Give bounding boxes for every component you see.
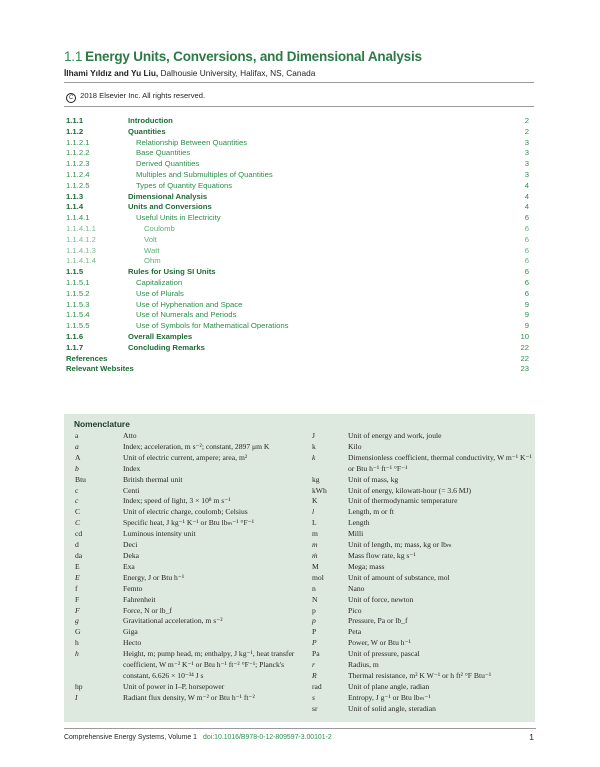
nomenclature-symbol: J <box>312 431 315 440</box>
table-of-contents <box>66 116 529 375</box>
nomenclature-entry <box>75 496 304 507</box>
nomenclature-symbol: E <box>75 572 80 582</box>
nomenclature-symbol: M <box>312 561 319 571</box>
chapter-title-text: Energy Units, Conversions, and Dimensional Analysis <box>85 49 422 64</box>
footer-divider <box>64 728 536 729</box>
nomenclature-symbol: f <box>75 583 78 593</box>
nomenclature-symbol: sr <box>312 703 318 713</box>
nomenclature-definition: Unit of pressure, pascal <box>348 649 420 659</box>
nomenclature-entry <box>312 595 532 606</box>
toc-entry-page: 23 <box>520 364 529 374</box>
nomenclature-entry <box>75 475 304 486</box>
nomenclature-entry <box>75 682 304 693</box>
nomenclature-definition: Unit of power in I–P, horsepower <box>123 681 225 691</box>
toc-entry-number: 1.1.2 <box>66 126 84 136</box>
nomenclature-definition: Unit of force, newton <box>348 594 414 604</box>
nomenclature-definition: Entropy, J g⁻¹ or Btu lbₘ⁻¹ <box>348 692 431 702</box>
toc-entry-title[interactable]: Useful Units in Electricity <box>136 213 221 223</box>
toc-entry-title[interactable]: Quantities <box>128 126 166 136</box>
toc-entry[interactable] <box>66 364 529 375</box>
nomenclature-definition: Fahrenheit <box>123 594 156 604</box>
nomenclature-entry <box>75 442 304 453</box>
nomenclature-symbol: L <box>312 518 317 528</box>
toc-entry-page: 6 <box>524 267 529 277</box>
nomenclature-definition: Length <box>348 518 370 528</box>
toc-entry-title[interactable]: Use of Hyphenation and Space <box>136 299 243 309</box>
nomenclature-right-column <box>312 431 532 715</box>
nomenclature-definition: Dimensionless coefficient, thermal conductivity, W m⁻¹ K⁻¹ or Btu h⁻¹ ft⁻¹ °F⁻¹ <box>348 452 532 473</box>
nomenclature-definition: Unit of electric charge, coulomb; Celsius <box>123 507 248 517</box>
toc-entry-page: 4 <box>524 191 529 201</box>
toc-entry-page: 3 <box>524 169 529 179</box>
toc-entry[interactable] <box>66 267 529 278</box>
nomenclature-entry <box>75 638 304 649</box>
nomenclature-entry <box>75 551 304 562</box>
toc-entry-title[interactable]: Overall Examples <box>128 331 193 341</box>
toc-entry-number: 1.1.4.1.2 <box>66 234 96 244</box>
nomenclature-entry <box>312 562 532 573</box>
toc-entry-page: 6 <box>524 223 529 233</box>
nomenclature-entry <box>312 529 532 540</box>
nomenclature-definition: Unit of solid angle, steradian <box>348 703 436 713</box>
toc-entry-page: 4 <box>524 180 529 190</box>
toc-entry-title[interactable]: Use of Plurals <box>136 288 184 298</box>
toc-entry-page: 4 <box>524 202 529 212</box>
nomenclature-definition: Exa <box>123 561 135 571</box>
nomenclature-entry <box>75 595 304 606</box>
nomenclature-definition: Force, N or lb_f <box>123 605 172 615</box>
toc-entry-number: 1.1.2.4 <box>66 169 90 179</box>
divider-bottom <box>64 106 534 107</box>
nomenclature-symbol: kg <box>312 474 320 484</box>
nomenclature-left-column <box>75 431 304 704</box>
nomenclature-definition: Unit of electric current, ampere; area, m² <box>123 452 248 462</box>
toc-entry-page: 6 <box>524 277 529 287</box>
nomenclature-entry <box>75 431 304 442</box>
nomenclature-symbol: Btu <box>75 474 86 484</box>
toc-entry[interactable] <box>66 289 529 300</box>
toc-entry-number: 1.1.2.1 <box>66 137 90 147</box>
toc-entry-title[interactable]: Capitalization <box>136 277 183 287</box>
toc-entry-title[interactable]: Derived Quantities <box>136 159 200 169</box>
nomenclature-symbol: s <box>312 692 315 702</box>
nomenclature-symbol: C <box>75 518 81 528</box>
nomenclature-entry <box>312 507 532 518</box>
toc-entry-title[interactable]: Watt <box>144 245 160 255</box>
toc-entry-number: 1.1.4.1.3 <box>66 245 96 255</box>
nomenclature-entry <box>312 638 532 649</box>
nomenclature-definition: Pressure, Pa or lb_f <box>348 616 408 626</box>
nomenclature-definition: Index; speed of light, 3 × 10⁸ m s⁻¹ <box>123 496 231 506</box>
nomenclature-entry <box>75 584 304 595</box>
nomenclature-definition: Unit of plane angle, radian <box>348 681 430 691</box>
nomenclature-entry <box>312 704 532 715</box>
toc-entry-number: 1.1.5 <box>66 267 84 277</box>
nomenclature-definition: Unit of energy, kilowatt-hour (= 3.6 MJ) <box>348 485 472 495</box>
nomenclature-symbol: b <box>75 463 79 473</box>
toc-entry[interactable] <box>66 148 529 159</box>
nomenclature-entry <box>312 682 532 693</box>
nomenclature-definition: Deci <box>123 540 138 550</box>
copyright-icon: C <box>66 93 76 103</box>
toc-entry-title[interactable]: Base Quantities <box>136 148 191 158</box>
toc-entry[interactable] <box>66 343 529 354</box>
toc-entry[interactable] <box>66 300 529 311</box>
nomenclature-entry <box>312 660 532 671</box>
nomenclature-entry <box>312 606 532 617</box>
nomenclature-definition: Luminous intensity unit <box>123 529 196 539</box>
nomenclature-entry <box>312 627 532 638</box>
nomenclature-entry <box>312 431 532 442</box>
nomenclature-symbol: hp <box>75 681 83 691</box>
toc-entry-title[interactable]: Use of Numerals and Periods <box>136 310 237 320</box>
toc-entry-page: 10 <box>520 331 529 341</box>
toc-entry-page: 9 <box>524 310 529 320</box>
toc-entry-number: 1.1.6 <box>66 331 84 341</box>
nomenclature-definition: Mega; mass <box>348 561 385 571</box>
toc-entry[interactable] <box>66 116 529 127</box>
nomenclature-entry <box>312 573 532 584</box>
toc-entry-number: 1.1.3 <box>66 191 84 201</box>
nomenclature-definition: Kilo <box>348 441 362 451</box>
nomenclature-symbol: p <box>312 616 316 626</box>
nomenclature-entry <box>75 606 304 617</box>
nomenclature-entry <box>312 649 532 660</box>
nomenclature-symbol: m <box>312 529 318 539</box>
nomenclature-definition: British thermal unit <box>123 474 183 484</box>
divider-top <box>64 82 534 83</box>
nomenclature-symbol: h <box>75 649 79 659</box>
nomenclature-definition: Nano <box>348 583 365 593</box>
toc-entry-title[interactable]: Ohm <box>144 256 161 266</box>
toc-entry-title[interactable]: Rules for Using SI Units <box>128 267 216 277</box>
nomenclature-entry <box>312 671 532 682</box>
nomenclature-entry <box>75 486 304 497</box>
toc-entry[interactable] <box>66 159 529 170</box>
nomenclature-definition: Length, m or ft <box>348 507 394 517</box>
footer-doi-link[interactable]: doi:10.1016/B978-0-12-809597-3.00101-2 <box>203 734 332 741</box>
nomenclature-entry <box>75 518 304 529</box>
nomenclature-box <box>64 414 535 722</box>
nomenclature-definition: Centi <box>123 485 140 495</box>
chapter-title <box>64 49 422 64</box>
toc-entry[interactable] <box>66 192 529 203</box>
authors: İlhami Yıldız and Yu Liu, <box>64 68 159 78</box>
nomenclature-entry <box>312 540 532 551</box>
nomenclature-entry <box>312 551 532 562</box>
authors-line <box>64 68 315 78</box>
nomenclature-symbol: mol <box>312 572 324 582</box>
toc-entry-title[interactable]: Coulomb <box>144 223 175 233</box>
nomenclature-definition: Unit of energy and work, joule <box>348 431 442 440</box>
toc-entry-page: 3 <box>524 148 529 158</box>
toc-entry[interactable] <box>66 354 529 365</box>
nomenclature-entry <box>312 486 532 497</box>
toc-entry-page: 9 <box>524 321 529 331</box>
copyright-line <box>66 91 205 103</box>
toc-entry[interactable] <box>66 127 529 138</box>
nomenclature-definition: Unit of thermodynamic temperature <box>348 496 458 506</box>
nomenclature-symbol: m <box>312 540 318 550</box>
chapter-number: 1.1 <box>64 49 83 64</box>
toc-entry-title[interactable]: Introduction <box>128 116 173 125</box>
nomenclature-definition: Index; acceleration, m s⁻²; constant, 2897 μm K <box>123 441 270 451</box>
toc-entry-number: 1.1.5.2 <box>66 288 90 298</box>
nomenclature-definition: Height, m; pump head, m; enthalpy, J kg⁻¹, heat transfer coefficient, W m⁻² K⁻¹ or Btu h⁻¹ ft⁻² °F⁻¹; Planck's constant, 6.626 × 10⁻³⁴ J s <box>123 649 295 680</box>
toc-entry-title[interactable]: References <box>66 353 108 363</box>
toc-entry[interactable] <box>66 321 529 332</box>
nomenclature-entry <box>312 518 532 529</box>
nomenclature-entry <box>312 584 532 595</box>
toc-entry[interactable] <box>66 246 529 257</box>
nomenclature-definition: Unit of amount of substance, mol <box>348 572 450 582</box>
toc-entry[interactable] <box>66 138 529 149</box>
toc-entry-number: 1.1.5.3 <box>66 299 90 309</box>
toc-entry-title[interactable]: Types of Quantity Equations <box>136 180 233 190</box>
nomenclature-symbol: r <box>312 660 315 670</box>
toc-entry-title[interactable]: Units and Conversions <box>128 202 212 212</box>
nomenclature-definition: Giga <box>123 627 138 637</box>
nomenclature-symbol: da <box>75 550 83 560</box>
toc-entry-page: 22 <box>520 342 529 352</box>
nomenclature-symbol: C <box>75 507 81 517</box>
nomenclature-entry <box>75 573 304 584</box>
nomenclature-symbol: g <box>75 616 79 626</box>
nomenclature-entry <box>75 507 304 518</box>
toc-entry-title[interactable]: Relationship Between Quantities <box>136 137 248 147</box>
toc-entry[interactable] <box>66 278 529 289</box>
toc-entry[interactable] <box>66 256 529 267</box>
toc-entry-number: 1.1.1 <box>66 116 84 125</box>
toc-entry-title[interactable]: Multiples and Submultiples of Quantities <box>136 169 273 179</box>
toc-entry-number: 1.1.4.1.4 <box>66 256 96 266</box>
toc-entry-page: 6 <box>524 256 529 266</box>
toc-entry-number: 1.1.5.4 <box>66 310 90 320</box>
toc-entry-number: 1.1.2.5 <box>66 180 90 190</box>
toc-entry-title[interactable]: Relevant Websites <box>66 364 134 374</box>
nomenclature-symbol: N <box>312 594 318 604</box>
nomenclature-entry <box>75 464 304 475</box>
nomenclature-symbol: kWh <box>312 485 327 495</box>
nomenclature-symbol: I <box>75 692 78 702</box>
nomenclature-definition: Radius, m <box>348 660 379 670</box>
toc-entry[interactable] <box>66 310 529 321</box>
toc-entry-page: 3 <box>524 137 529 147</box>
nomenclature-definition: Energy, J or Btu h⁻¹ <box>123 572 185 582</box>
nomenclature-entry <box>75 540 304 551</box>
nomenclature-symbol: P <box>312 638 317 648</box>
toc-entry[interactable] <box>66 170 529 181</box>
nomenclature-symbol: l <box>312 507 315 517</box>
toc-entry-number: 1.1.2.2 <box>66 148 90 158</box>
nomenclature-symbol: rad <box>312 681 322 691</box>
nomenclature-entry <box>312 475 532 486</box>
nomenclature-symbol: d <box>75 540 79 550</box>
nomenclature-entry <box>312 442 532 453</box>
nomenclature-definition: Gravitational acceleration, m s⁻² <box>123 616 223 626</box>
toc-entry-page: 6 <box>524 245 529 255</box>
nomenclature-symbol: n <box>312 583 316 593</box>
nomenclature-entry <box>312 616 532 627</box>
nomenclature-entry <box>75 529 304 540</box>
nomenclature-symbol: Pa <box>312 649 320 659</box>
nomenclature-symbol: h <box>75 638 79 648</box>
toc-entry-number: 1.1.4.1 <box>66 213 90 223</box>
nomenclature-title: Nomenclature <box>74 419 130 429</box>
nomenclature-symbol: F <box>75 594 80 604</box>
nomenclature-symbol: p <box>312 605 316 615</box>
nomenclature-definition: Milli <box>348 529 364 539</box>
toc-entry-title[interactable]: Use of Symbols for Mathematical Operations <box>136 321 289 331</box>
nomenclature-entry <box>312 453 532 475</box>
copyright-text: 2018 Elsevier Inc. All rights reserved. <box>80 91 206 100</box>
toc-entry-page: 9 <box>524 299 529 309</box>
nomenclature-definition: Peta <box>348 627 362 637</box>
nomenclature-definition: Hecto <box>123 638 142 648</box>
nomenclature-symbol: K <box>312 496 318 506</box>
nomenclature-definition: Specific heat, J kg⁻¹ K⁻¹ or Btu lbₘ⁻¹ °F⁻¹ <box>123 518 254 528</box>
toc-entry-number: 1.1.5.5 <box>66 321 90 331</box>
toc-entry-number: 1.1.7 <box>66 342 84 352</box>
footer-book-title: Comprehensive Energy Systems, Volume 1 <box>64 734 197 741</box>
nomenclature-entry <box>312 496 532 507</box>
toc-entry-title[interactable]: Volt <box>144 234 157 244</box>
nomenclature-symbol: a <box>75 441 79 451</box>
toc-entry-number: 1.1.2.3 <box>66 159 90 169</box>
nomenclature-entry <box>75 693 304 704</box>
toc-entry-page: 6 <box>524 288 529 298</box>
toc-entry[interactable] <box>66 235 529 246</box>
toc-entry-title[interactable]: Dimensional Analysis <box>128 191 208 201</box>
toc-entry-page: 6 <box>524 234 529 244</box>
toc-entry[interactable] <box>66 332 529 343</box>
nomenclature-definition: Thermal resistance, m² K W⁻¹ or h ft² °F Btu⁻¹ <box>348 670 492 680</box>
nomenclature-definition: Atto <box>123 431 137 440</box>
nomenclature-definition: Mass flow rate, kg s⁻¹ <box>348 550 416 560</box>
nomenclature-definition: Unit of mass, kg <box>348 474 399 484</box>
toc-entry-number: 1.1.4.1.1 <box>66 223 96 233</box>
toc-entry-number: 1.1.5.1 <box>66 277 90 287</box>
nomenclature-symbol: P <box>312 627 317 637</box>
nomenclature-symbol: cd <box>75 529 83 539</box>
toc-entry[interactable] <box>66 224 529 235</box>
footer-page-number: 1 <box>529 732 534 742</box>
nomenclature-entry <box>75 616 304 627</box>
nomenclature-definition: Deka <box>123 550 140 560</box>
nomenclature-definition: Power, W or Btu h⁻¹ <box>348 638 411 648</box>
nomenclature-entry <box>75 453 304 464</box>
nomenclature-definition: Index <box>123 463 141 473</box>
nomenclature-entry <box>75 627 304 638</box>
nomenclature-symbol: k <box>312 441 316 451</box>
nomenclature-symbol: k <box>312 452 316 462</box>
nomenclature-definition: Femto <box>123 583 143 593</box>
nomenclature-definition: Unit of length, m; mass, kg or lbₘ <box>348 540 452 550</box>
toc-entry-page: 3 <box>524 159 529 169</box>
nomenclature-symbol: a <box>75 431 79 440</box>
toc-entry-page: 2 <box>524 116 529 125</box>
nomenclature-entry <box>312 693 532 704</box>
nomenclature-symbol: c <box>75 496 79 506</box>
nomenclature-symbol: F <box>75 605 80 615</box>
toc-entry[interactable] <box>66 181 529 192</box>
nomenclature-symbol: R <box>312 670 317 680</box>
nomenclature-symbol: A <box>75 452 81 462</box>
toc-entry-number: 1.1.4 <box>66 202 84 212</box>
toc-entry-title[interactable]: Concluding Remarks <box>128 342 205 352</box>
toc-entry[interactable] <box>66 213 529 224</box>
toc-entry[interactable] <box>66 202 529 213</box>
nomenclature-symbol: ṁ <box>312 550 318 560</box>
nomenclature-symbol: E <box>75 561 80 571</box>
nomenclature-entry <box>75 649 304 682</box>
nomenclature-symbol: G <box>75 627 81 637</box>
nomenclature-entry <box>75 562 304 573</box>
toc-entry-page: 2 <box>524 126 529 136</box>
toc-entry-page: 22 <box>520 353 529 363</box>
affiliation: Dalhousie University, Halifax, NS, Canada <box>160 68 316 78</box>
toc-entry-page: 6 <box>524 213 529 223</box>
nomenclature-definition: Radiant flux density, W m⁻² or Btu h⁻¹ ft⁻² <box>123 692 255 702</box>
nomenclature-definition: Pico <box>348 605 362 615</box>
nomenclature-symbol: c <box>75 485 79 495</box>
